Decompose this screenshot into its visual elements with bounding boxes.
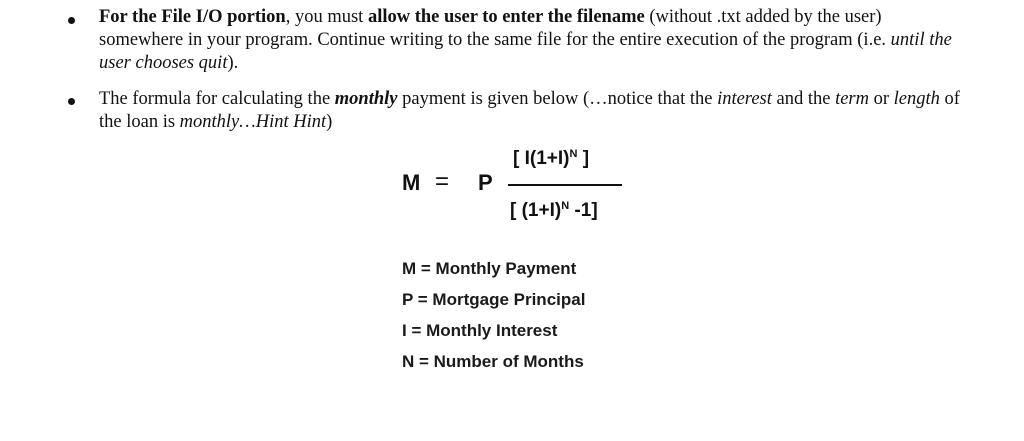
bullet-marker-1: [68, 17, 75, 24]
monthly-emphasis: monthly: [334, 89, 398, 109]
file-io-heading: For the File I/O portion: [99, 7, 286, 27]
formula-numerator: [ $I(1+I)^N$ ]: [513, 148, 590, 169]
instruction-formula: The formula for calculating the monthly payment is given below (…notice that the interest and the term or length of the loan is monthly…Hint Hint): [99, 89, 960, 132]
bullet-marker-2: [68, 98, 75, 105]
instruction-file-io: For the File I/O portion, you must allow the user to enter the filename (without .txt added by the user) somewhere in your program. Continue writing to the same file for the entire execution of the program (i.e. until the user chooses quit).: [99, 7, 952, 73]
legend-number-of-months: N = Number of Months: [402, 352, 584, 371]
formula-principal: P: [478, 170, 493, 195]
legend-monthly-interest: I = Monthly Interest: [402, 321, 558, 340]
formula-denominator: [ $(1+I)^N$ -1]: [510, 200, 598, 221]
formula-equals: =: [435, 168, 450, 195]
legend-mortgage-principal: P = Mortgage Principal: [402, 290, 586, 309]
fraction-bar: [508, 184, 622, 186]
legend-monthly-payment: M = Monthly Payment: [402, 259, 577, 278]
formula-lhs: M: [402, 170, 421, 195]
filename-requirement: allow the user to enter the filename: [367, 7, 645, 27]
